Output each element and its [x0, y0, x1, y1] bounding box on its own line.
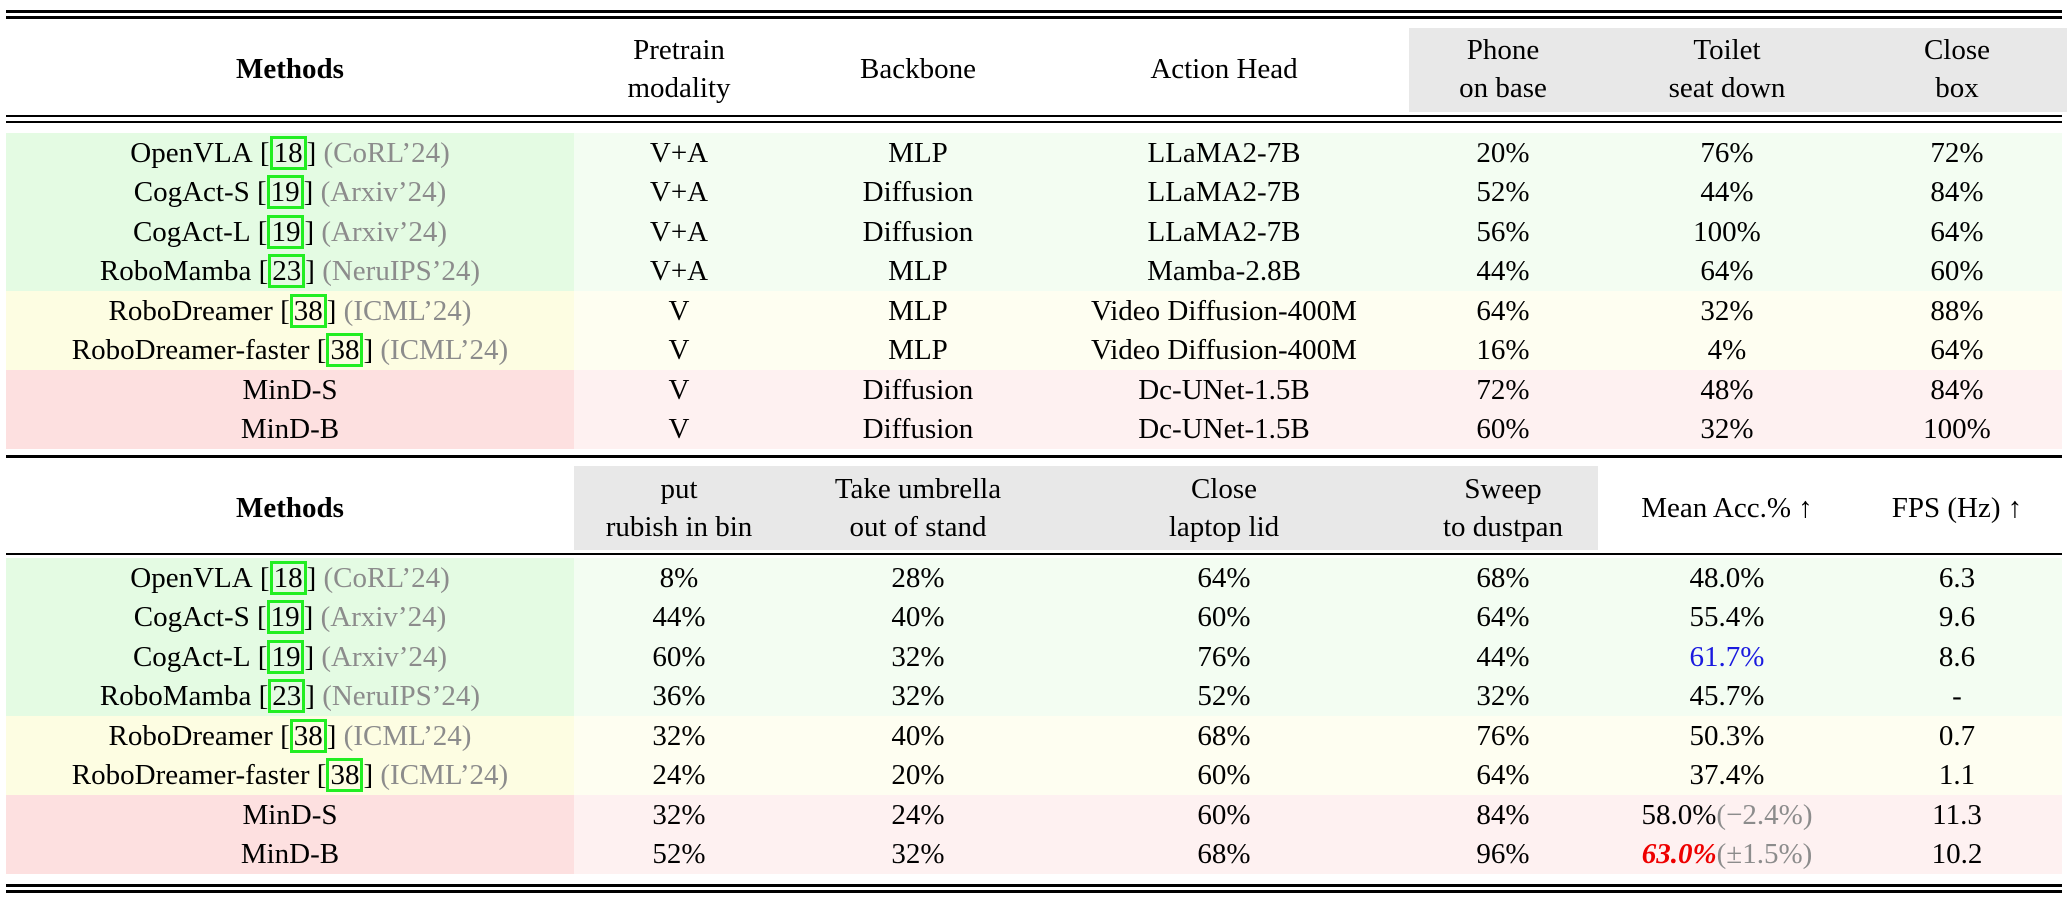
venue-label: (ICML’24) — [343, 294, 472, 327]
venue-label: (Arxiv’24) — [321, 640, 448, 673]
method-name: MinD-B — [240, 838, 340, 871]
citation-link[interactable]: 38 — [326, 333, 363, 367]
bottom-method-cell: RoboDreamer [ 38 ] (ICML’24) — [6, 716, 574, 756]
method-name: CogAct-L — [132, 640, 251, 673]
cell-value: 32% — [891, 680, 945, 713]
cell-value: 72% — [1930, 136, 1984, 169]
cell-value: MLP — [888, 255, 948, 288]
cell-value: 50.3% — [1689, 719, 1765, 752]
top-data-cell — [1622, 133, 1832, 173]
top-methods-header — [6, 26, 574, 112]
cell-value: 8.6 — [1938, 640, 1976, 673]
bottom-data-cell — [798, 598, 1038, 638]
bottom-data-cell — [1857, 677, 2057, 717]
bottom-methods-header — [6, 466, 574, 550]
bottom-data-cell — [798, 558, 1038, 598]
bottom-data-cell — [569, 637, 789, 677]
cell-value: 88% — [1930, 294, 1984, 327]
top-data-cell — [1622, 410, 1832, 450]
bottom-data-cell — [1413, 756, 1593, 796]
header-label: Methods — [236, 53, 344, 85]
top-data-cell — [798, 252, 1038, 292]
top-method-cell: RoboDreamer-faster [ 38 ] (ICML’24) — [6, 331, 574, 371]
bottom-method-cell: OpenVLA [ 18 ] (CoRL’24) — [6, 558, 574, 598]
venue-label: (Arxiv’24) — [320, 176, 447, 209]
top-data-cell — [1413, 212, 1593, 252]
method-name: CogAct-S — [133, 601, 250, 634]
citation-link[interactable]: 18 — [270, 561, 307, 595]
bottom-data-cell — [1413, 835, 1593, 875]
citation-link[interactable]: 38 — [326, 758, 363, 792]
bottom-col-header — [1622, 466, 1832, 550]
cell-value: 100% — [1923, 413, 1991, 446]
venue-label: (ICML’24) — [380, 759, 509, 792]
top-data-cell — [1413, 252, 1593, 292]
cell-value: 32% — [1700, 294, 1754, 327]
header-line: out of stand — [849, 511, 987, 543]
top-method-cell: CogAct-S [ 19 ] (Arxiv’24) — [6, 173, 574, 213]
bottom-data-cell — [1622, 558, 1832, 598]
bottom-data-cell — [569, 598, 789, 638]
cell-value: 32% — [1700, 413, 1754, 446]
venue-label: (NeruIPS’24) — [322, 680, 481, 713]
mean-delta: (±1.5%) — [1716, 838, 1813, 871]
top-data-cell — [798, 331, 1038, 371]
top-data-cell — [1413, 133, 1593, 173]
bottom-data-cell — [1857, 795, 2057, 835]
cell-value: 28% — [891, 561, 945, 594]
top-data-cell — [1034, 173, 1414, 213]
cell-value: 60% — [1930, 255, 1984, 288]
cell-value: 72% — [1476, 373, 1530, 406]
cell-value: 16% — [1476, 334, 1530, 367]
cell-value: 68% — [1197, 838, 1251, 871]
mean-delta: (−2.4%) — [1716, 798, 1813, 831]
venue-label: (ICML’24) — [343, 719, 472, 752]
bottom-data-cell — [798, 835, 1038, 875]
method-name: OpenVLA — [130, 136, 253, 169]
cell-value: 58.0% — [1641, 798, 1717, 831]
bottom-method-cell: RoboMamba [ 23 ] (NeruIPS’24) — [6, 677, 574, 717]
cell-value: 64% — [1930, 334, 1984, 367]
cell-value: 40% — [891, 601, 945, 634]
cell-value: 52% — [1476, 176, 1530, 209]
header-line: Take umbrella — [834, 473, 1002, 505]
cell-value: Diffusion — [862, 413, 974, 446]
cell-value: 100% — [1693, 215, 1761, 248]
cell-value: 45.7% — [1689, 680, 1765, 713]
bottom-data-cell — [798, 756, 1038, 796]
bottom-data-cell — [1622, 677, 1832, 717]
citation-link[interactable]: 23 — [268, 679, 305, 713]
header-line: seat down — [1668, 72, 1786, 104]
cell-value: LLaMA2-7B — [1147, 176, 1301, 209]
top-data-cell — [798, 173, 1038, 213]
method-name: MinD-S — [242, 373, 338, 406]
cell-value: 24% — [891, 798, 945, 831]
venue-label: (Arxiv’24) — [320, 601, 447, 634]
cell-value: 84% — [1930, 176, 1984, 209]
cell-value: 60% — [1197, 601, 1251, 634]
method-name: RoboMamba — [99, 680, 252, 713]
header-line: laptop lid — [1168, 511, 1280, 543]
cell-value: 96% — [1476, 838, 1530, 871]
cell-value: 0.7 — [1938, 719, 1976, 752]
top-data-cell — [798, 291, 1038, 331]
top-data-cell — [798, 410, 1038, 450]
cell-value: V — [668, 373, 690, 406]
bottom-data-cell — [1622, 637, 1832, 677]
bottom-data-cell — [1622, 756, 1832, 796]
bottom-rule-inner — [6, 890, 2062, 893]
bottom-data-cell — [798, 677, 1038, 717]
cell-value: Mamba-2.8B — [1147, 255, 1301, 288]
cell-value: Diffusion — [862, 215, 974, 248]
method-name: RoboMamba — [99, 255, 252, 288]
top-method-cell — [6, 370, 574, 410]
method-name: CogAct-S — [133, 176, 250, 209]
top-data-cell — [569, 370, 789, 410]
header-line: Close — [1190, 473, 1258, 505]
top-col-header — [569, 26, 789, 112]
top-data-cell — [1857, 212, 2057, 252]
top-data-cell — [569, 212, 789, 252]
cell-value: LLaMA2-7B — [1147, 215, 1301, 248]
cell-value: 9.6 — [1938, 601, 1976, 634]
top-data-cell — [1413, 331, 1593, 371]
top-data-cell — [1857, 252, 2057, 292]
cell-value: 52% — [1197, 680, 1251, 713]
bottom-data-cell — [1857, 716, 2057, 756]
header-line: Toilet — [1693, 34, 1761, 66]
bottom-data-cell — [1857, 558, 2057, 598]
method-name: RoboDreamer — [108, 294, 273, 327]
venue-label: (Arxiv’24) — [321, 215, 448, 248]
citation-link[interactable]: 38 — [290, 294, 327, 328]
top-method-cell: RoboMamba [ 23 ] (NeruIPS’24) — [6, 252, 574, 292]
bottom-data-cell — [1622, 716, 1832, 756]
cell-value: 60% — [652, 640, 706, 673]
header-line: Close — [1923, 34, 1991, 66]
cell-value: 60% — [1197, 759, 1251, 792]
cell-value: 64% — [1700, 255, 1754, 288]
bottom-method-cell — [6, 835, 574, 875]
cell-value: MLP — [888, 334, 948, 367]
bottom-data-cell — [569, 795, 789, 835]
top-data-cell — [1413, 370, 1593, 410]
top-data-cell — [569, 133, 789, 173]
top-col-header — [1034, 26, 1414, 112]
method-name: MinD-S — [242, 798, 338, 831]
cell-value: 52% — [652, 838, 706, 871]
header-line: FPS (Hz) ↑ — [1891, 492, 2023, 524]
cell-value: 20% — [891, 759, 945, 792]
bottom-col-header — [1034, 466, 1414, 550]
cell-value: Dc-UNet-1.5B — [1138, 373, 1310, 406]
cell-value: 76% — [1700, 136, 1754, 169]
cell-value: 24% — [652, 759, 706, 792]
cell-value: LLaMA2-7B — [1147, 136, 1301, 169]
header-line: Sweep — [1464, 473, 1542, 505]
citation-link[interactable]: 19 — [267, 175, 304, 209]
top-data-cell — [1034, 410, 1414, 450]
method-name: CogAct-L — [132, 215, 251, 248]
top-data-cell — [1034, 291, 1414, 331]
top-col-header — [1857, 26, 2057, 112]
top-data-cell — [569, 252, 789, 292]
bottom-col-header — [798, 466, 1038, 550]
bottom-data-cell — [1413, 677, 1593, 717]
top-method-cell: RoboDreamer [ 38 ] (ICML’24) — [6, 291, 574, 331]
bottom-data-cell — [569, 835, 789, 875]
bottom-data-cell — [798, 716, 1038, 756]
bottom-data-cell — [1622, 835, 1832, 875]
bottom-data-cell — [1857, 598, 2057, 638]
cell-value: 60% — [1197, 798, 1251, 831]
bottom-data-cell — [1034, 795, 1414, 835]
cell-value: 64% — [1476, 601, 1530, 634]
header-line: box — [1935, 72, 1979, 104]
cell-value: MLP — [888, 136, 948, 169]
top-data-cell — [1622, 252, 1832, 292]
cell-value: 84% — [1476, 798, 1530, 831]
bottom-data-cell — [798, 637, 1038, 677]
top-data-cell — [1857, 331, 2057, 371]
cell-value: 48% — [1700, 373, 1754, 406]
cell-value: 11.3 — [1932, 798, 1982, 831]
cell-value: 68% — [1197, 719, 1251, 752]
top-data-cell — [1622, 173, 1832, 213]
bottom-data-cell — [1413, 637, 1593, 677]
cell-value: 44% — [652, 601, 706, 634]
cell-value: V+A — [649, 176, 709, 209]
venue-label: (CoRL’24) — [323, 561, 450, 594]
top-data-cell — [798, 212, 1038, 252]
header-line: Action Head — [1150, 53, 1298, 85]
top-data-cell — [569, 173, 789, 213]
best-value: 63.0% — [1641, 838, 1717, 871]
top-data-cell — [1622, 212, 1832, 252]
bottom-data-cell — [569, 677, 789, 717]
cell-value: 37.4% — [1689, 759, 1765, 792]
top-rule-inner — [6, 16, 2062, 19]
top-data-cell — [1622, 291, 1832, 331]
top-data-cell — [569, 331, 789, 371]
bottom-data-cell — [1034, 558, 1414, 598]
bottom-data-cell — [1857, 637, 2057, 677]
bottom-data-cell — [1413, 716, 1593, 756]
bottom-rule — [6, 884, 2062, 887]
venue-label: (ICML’24) — [380, 334, 509, 367]
header-rule-inner — [6, 121, 2062, 123]
cell-value: 1.1 — [1938, 759, 1976, 792]
bottom-data-cell — [569, 716, 789, 756]
venue-label: (CoRL’24) — [323, 136, 450, 169]
top-data-cell — [1034, 212, 1414, 252]
cell-value: Diffusion — [862, 176, 974, 209]
header-label: Methods — [236, 492, 344, 524]
cell-value: V — [668, 334, 690, 367]
cell-value: V+A — [649, 215, 709, 248]
top-data-cell — [1413, 173, 1593, 213]
cell-value: 48.0% — [1689, 561, 1765, 594]
cell-value: 44% — [1700, 176, 1754, 209]
cell-value: 56% — [1476, 215, 1530, 248]
bottom-data-cell — [1034, 598, 1414, 638]
cell-value: 84% — [1930, 373, 1984, 406]
top-method-cell — [6, 410, 574, 450]
header-line: Mean Acc.% ↑ — [1641, 492, 1813, 524]
bottom-method-cell — [6, 795, 574, 835]
bottom-data-cell — [569, 756, 789, 796]
method-name: MinD-B — [240, 413, 340, 446]
top-method-cell: CogAct-L [ 19 ] (Arxiv’24) — [6, 212, 574, 252]
bottom-data-cell — [1622, 598, 1832, 638]
bottom-data-cell — [1622, 795, 1832, 835]
top-rule — [6, 10, 2062, 13]
cell-value: MLP — [888, 294, 948, 327]
top-data-cell — [569, 291, 789, 331]
cell-value: 4% — [1707, 334, 1747, 367]
bottom-data-cell — [1034, 835, 1414, 875]
bottom-data-cell — [1857, 756, 2057, 796]
bottom-col-header — [1857, 466, 2057, 550]
cell-value: 6.3 — [1938, 561, 1976, 594]
citation-link[interactable]: 19 — [267, 640, 304, 674]
bottom-data-cell — [569, 558, 789, 598]
cell-value: V — [668, 294, 690, 327]
bottom-method-cell: RoboDreamer-faster [ 38 ] (ICML’24) — [6, 756, 574, 796]
cell-value: 32% — [1476, 680, 1530, 713]
header-line: Phone — [1466, 34, 1540, 66]
cell-value: 20% — [1476, 136, 1530, 169]
header-line: Backbone — [860, 53, 976, 85]
top-data-cell — [1034, 370, 1414, 410]
top-data-cell — [1034, 331, 1414, 371]
bottom-method-cell: CogAct-L [ 19 ] (Arxiv’24) — [6, 637, 574, 677]
bottom-data-cell — [1034, 637, 1414, 677]
cell-value: 10.2 — [1931, 838, 1983, 871]
cell-value: Video Diffusion-400M — [1091, 294, 1357, 327]
bottom-col-header — [1413, 466, 1593, 550]
bottom-col-header — [569, 466, 789, 550]
top-col-header — [1413, 26, 1593, 112]
top-data-cell — [1622, 331, 1832, 371]
method-name: OpenVLA — [130, 561, 253, 594]
cell-value: 68% — [1476, 561, 1530, 594]
top-data-cell — [1622, 370, 1832, 410]
header-rule — [6, 115, 2062, 117]
top-data-cell — [798, 133, 1038, 173]
bottom-method-cell: CogAct-S [ 19 ] (Arxiv’24) — [6, 598, 574, 638]
top-col-header — [1622, 26, 1832, 112]
cell-value: Video Diffusion-400M — [1091, 334, 1357, 367]
cell-value: 32% — [652, 719, 706, 752]
header-line: on base — [1459, 72, 1547, 104]
second-best-value: 61.7% — [1689, 640, 1765, 673]
cell-value: 64% — [1476, 759, 1530, 792]
method-name: RoboDreamer-faster — [71, 759, 310, 792]
cell-value: 60% — [1476, 413, 1530, 446]
cell-value: - — [1952, 680, 1962, 713]
cell-value: 32% — [891, 640, 945, 673]
citation-link[interactable]: 19 — [267, 600, 304, 634]
top-data-cell — [1413, 291, 1593, 331]
header-line: Pretrain — [633, 34, 725, 66]
header-line: put — [660, 473, 698, 505]
top-data-cell — [1857, 173, 2057, 213]
bottom-data-cell — [798, 795, 1038, 835]
header-line: modality — [627, 72, 731, 104]
top-data-cell — [1034, 133, 1414, 173]
method-name: RoboDreamer-faster — [71, 334, 310, 367]
top-data-cell — [1034, 252, 1414, 292]
cell-value: 8% — [659, 561, 699, 594]
bottom-data-cell — [1034, 677, 1414, 717]
bottom-data-cell — [1857, 835, 2057, 875]
cell-value: V+A — [649, 255, 709, 288]
venue-label: (NeruIPS’24) — [322, 255, 481, 288]
top-data-cell — [1413, 410, 1593, 450]
citation-link[interactable]: 18 — [270, 136, 307, 170]
cell-value: 32% — [652, 798, 706, 831]
citation-link[interactable]: 38 — [290, 719, 327, 753]
cell-value: 40% — [891, 719, 945, 752]
method-name: RoboDreamer — [108, 719, 273, 752]
bottom-data-cell — [1413, 558, 1593, 598]
top-data-cell — [1857, 370, 2057, 410]
cell-value: 36% — [652, 680, 706, 713]
top-data-cell — [1857, 291, 2057, 331]
bottom-data-cell — [1034, 756, 1414, 796]
top-data-cell — [1857, 133, 2057, 173]
header-rule-bottom — [6, 553, 2062, 555]
cell-value: 76% — [1197, 640, 1251, 673]
top-method-cell: OpenVLA [ 18 ] (CoRL’24) — [6, 133, 574, 173]
bottom-data-cell — [1413, 598, 1593, 638]
citation-link[interactable]: 19 — [267, 215, 304, 249]
bottom-data-cell — [1413, 795, 1593, 835]
cell-value: 32% — [891, 838, 945, 871]
top-data-cell — [798, 370, 1038, 410]
header-line: rubish in bin — [605, 511, 753, 543]
cell-value: V — [668, 413, 690, 446]
cell-value: 44% — [1476, 640, 1530, 673]
cell-value: 44% — [1476, 255, 1530, 288]
top-data-cell — [569, 410, 789, 450]
cell-value: 64% — [1197, 561, 1251, 594]
header-line: to dustpan — [1442, 511, 1564, 543]
cell-value: 64% — [1476, 294, 1530, 327]
top-data-cell — [1857, 410, 2057, 450]
cell-value: Diffusion — [862, 373, 974, 406]
top-col-header — [798, 26, 1038, 112]
bottom-data-cell — [1034, 716, 1414, 756]
cell-value: 55.4% — [1689, 601, 1765, 634]
cell-value: 64% — [1930, 215, 1984, 248]
citation-link[interactable]: 23 — [268, 254, 305, 288]
cell-value: 76% — [1476, 719, 1530, 752]
cell-value: Dc-UNet-1.5B — [1138, 413, 1310, 446]
mid-rule — [6, 455, 2062, 458]
cell-value: V+A — [649, 136, 709, 169]
